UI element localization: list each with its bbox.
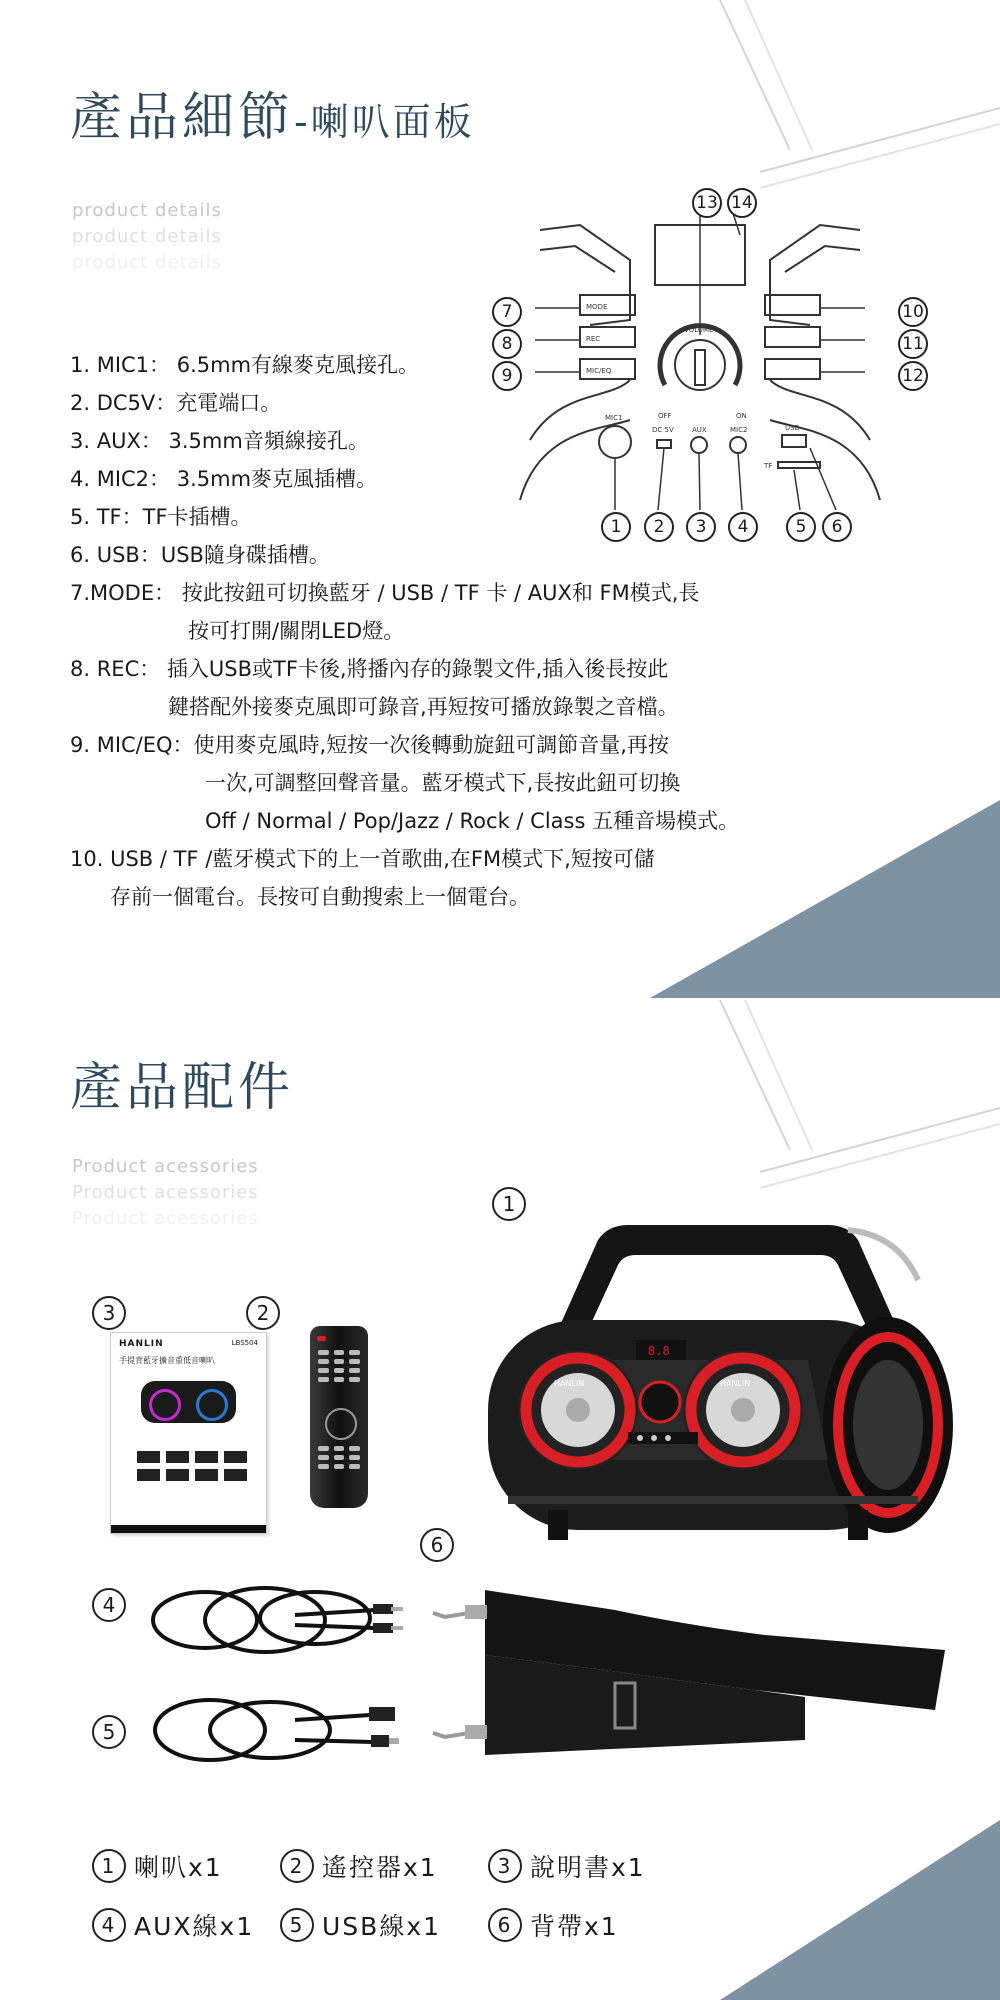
- image-callout-6: 6: [420, 1528, 454, 1562]
- spec-item: 6. USB：USB隨身碟插槽。: [70, 543, 330, 567]
- spec-item: 4. MIC2： 3.5mm麥克風插槽。: [70, 467, 378, 491]
- callout-4: 4: [728, 512, 758, 542]
- accessory-label: 背帶x1: [530, 1912, 619, 1941]
- spec-item-cont: 鍵搭配外接麥克風即可錄音,再短按可播放錄製之音檔。: [168, 695, 679, 719]
- shoulder-strap: [425, 1565, 960, 1770]
- ghost-line: Product acessories: [72, 1182, 259, 1203]
- remote-buttons: [318, 1350, 360, 1382]
- title-main: 產品配件: [70, 1058, 295, 1118]
- panel-label-volume: -VOLUME+: [682, 326, 720, 334]
- callout-8: 8: [492, 329, 522, 359]
- accessory-label: 喇叭x1: [134, 1853, 223, 1882]
- accessory-item-manual: [488, 1848, 646, 1884]
- panel-label-mic-eq: MIC/EQ: [586, 367, 612, 375]
- remote-buttons-lower: [318, 1446, 360, 1469]
- panel-label-aux: AUX: [692, 426, 707, 434]
- callout-5: 5: [786, 512, 816, 542]
- manual-heading: 手提背藍牙擴音重低音喇叭: [119, 1356, 215, 1365]
- manual-booklet: [110, 1332, 267, 1534]
- image-callout-1: 1: [492, 1187, 526, 1221]
- panel-label-rec: REC: [586, 335, 601, 343]
- image-callout-5: 5: [92, 1715, 126, 1749]
- callout-2: 2: [644, 512, 674, 542]
- spec-item: 8. REC： 插入USB或TF卡後,將播內存的錄製文件,插入後長按此: [70, 657, 669, 681]
- spec-item-cont: 一次,可調整回聲音量。藍牙模式下,長按此鈕可切換: [205, 771, 681, 795]
- panel-label-mode: MODE: [586, 303, 608, 311]
- boombox-speaker: [448, 1210, 968, 1560]
- spec-list: [70, 346, 739, 916]
- accessory-number: 4: [92, 1908, 126, 1942]
- callout-12: 12: [898, 361, 928, 391]
- panel-label-on: ON: [736, 412, 747, 420]
- image-callout-3: 3: [92, 1296, 126, 1330]
- accessory-number: 6: [488, 1908, 522, 1942]
- spec-item: 3. AUX： 3.5mm音頻線接孔。: [70, 429, 369, 453]
- accessory-number: 5: [280, 1908, 314, 1942]
- title-main: 產品細節: [70, 88, 295, 148]
- accessory-label: 說明書x1: [530, 1853, 646, 1882]
- ghost-line: Product acessories: [72, 1156, 259, 1177]
- spec-item: 10. USB / TF /藍牙模式下的上一首歌曲,在FM模式下,短按可儲: [70, 847, 655, 871]
- callout-13: 13: [692, 188, 722, 218]
- panel-label-off: OFF: [658, 412, 672, 420]
- panel-label-tf: TF: [764, 462, 773, 470]
- accessory-item-remote: [280, 1848, 438, 1884]
- panel-label-usb: USB: [785, 424, 800, 432]
- callout-9: 9: [492, 361, 522, 391]
- manual-icons: [137, 1451, 247, 1481]
- image-callout-2: 2: [246, 1296, 280, 1330]
- accessory-item-speaker: [92, 1848, 223, 1884]
- remote-control: [310, 1326, 368, 1508]
- section-title-details: [70, 75, 475, 150]
- manual-brand: HANLIN: [119, 1339, 164, 1349]
- callout-1: 1: [601, 512, 631, 542]
- callout-14: 14: [727, 188, 757, 218]
- spec-item: 5. TF：TF卡插槽。: [70, 505, 252, 529]
- section-title-accessories: [70, 1045, 294, 1120]
- remote-power-button: [317, 1336, 326, 1341]
- spec-item-cont: 存前一個電台。長按可自動搜索上一個電台。: [110, 885, 530, 909]
- accessory-number: 3: [488, 1849, 522, 1883]
- panel-label-mic2: MIC2: [730, 426, 748, 434]
- spec-item: 1. MIC1： 6.5mm有線麥克風接孔。: [70, 353, 420, 377]
- accessory-item-strap: [488, 1907, 619, 1943]
- spec-item-cont: Off / Normal / Pop/Jazz / Rock / Class 五種音場模式。: [205, 809, 740, 833]
- panel-label-dc: DC 5V: [652, 426, 674, 434]
- callout-7: 7: [492, 297, 522, 327]
- spec-item: 9. MIC/EQ：使用麥克風時,短按一次後轉動旋鈕可調節音量,再按: [70, 733, 669, 757]
- callout-11: 11: [898, 329, 928, 359]
- ghost-line: product details: [72, 200, 222, 221]
- ghost-subtitle: [72, 1154, 259, 1232]
- spec-item: 2. DC5V：充電端口。: [70, 391, 282, 415]
- accessory-label: 遙控器x1: [322, 1853, 438, 1882]
- callout-10: 10: [898, 297, 928, 327]
- svg-text:8.8: 8.8: [648, 1344, 670, 1358]
- title-subtitle: -喇叭面板: [294, 100, 475, 144]
- accessory-item-aux-cable: [92, 1907, 254, 1943]
- panel-label-mic1: MIC1: [605, 414, 623, 422]
- aux-cable: [145, 1570, 405, 1670]
- manual-model: LBS504: [231, 1339, 258, 1347]
- ghost-line: Product acessories: [72, 1208, 259, 1229]
- accessory-number: 1: [92, 1849, 126, 1883]
- callout-6: 6: [822, 512, 852, 542]
- usb-cable: [145, 1680, 405, 1780]
- spec-item: 7.MODE： 按此按鈕可切換藍牙 / USB / TF 卡 / AUX和 FM模式,長: [70, 581, 700, 605]
- callout-3: 3: [686, 512, 716, 542]
- accessory-item-usb-cable: [280, 1907, 441, 1943]
- ghost-line: product details: [72, 252, 222, 273]
- speaker-brand-left: HANLIN: [554, 1379, 585, 1388]
- ghost-subtitle: [72, 198, 222, 276]
- accessory-number: 2: [280, 1849, 314, 1883]
- accessory-label: USB線x1: [322, 1912, 442, 1941]
- ghost-line: product details: [72, 226, 222, 247]
- manual-cover-image: [141, 1381, 236, 1423]
- spec-item-cont: 按可打開/關閉LED燈。: [188, 619, 405, 643]
- accessory-label: AUX線x1: [134, 1912, 255, 1941]
- speaker-brand-right: HANLIN: [720, 1379, 751, 1388]
- image-callout-4: 4: [92, 1588, 126, 1622]
